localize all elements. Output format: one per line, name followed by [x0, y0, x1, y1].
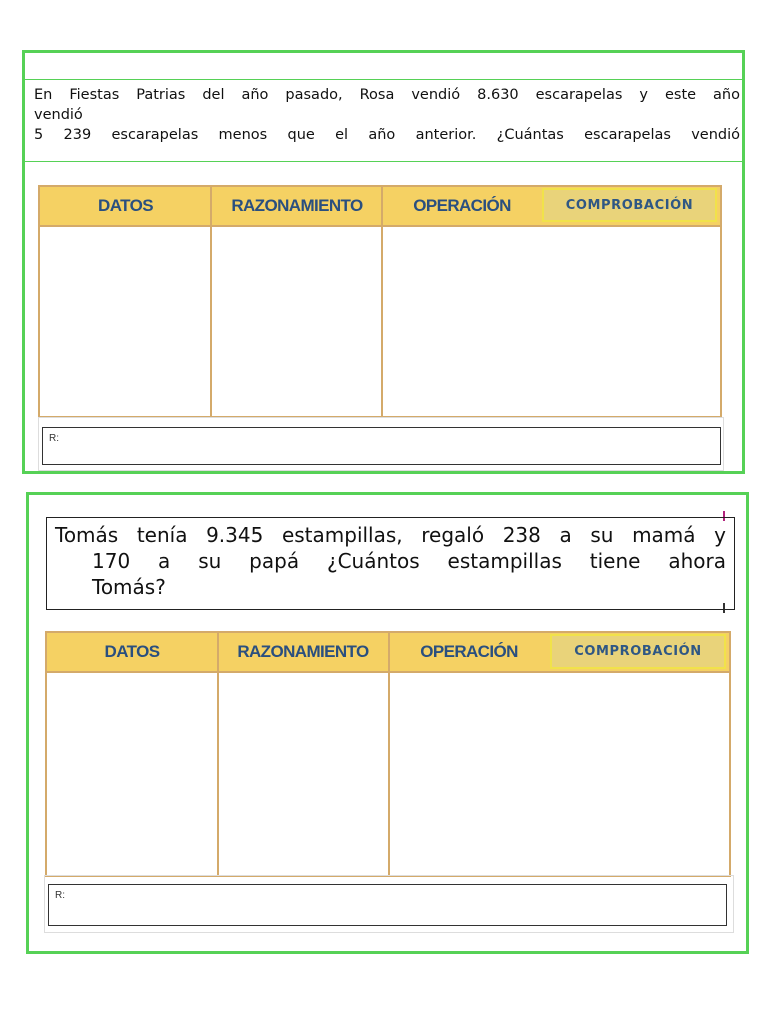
- problem-1-text: [34, 85, 740, 145]
- answer-label: R:: [49, 433, 59, 444]
- solution-table-1: [38, 185, 722, 418]
- answer-box-1[interactable]: [42, 427, 721, 465]
- problem-2-line-1: Tomás tenía 9.345 estampillas, regaló 238 a su mamá y: [55, 523, 726, 547]
- problem-card-2: [26, 492, 749, 954]
- header-datos: DATOS: [98, 196, 153, 215]
- header-comprobacion: COMPROBACIÓN: [542, 188, 717, 222]
- header-comprobacion: COMPROBACIÓN: [550, 634, 726, 669]
- column-divider: [217, 633, 219, 875]
- problem-2-line-3: Tomás?: [92, 575, 166, 599]
- column-divider: [388, 633, 390, 875]
- header-razonamiento: RAZONAMIENTO: [237, 642, 369, 661]
- answer-label: R:: [55, 890, 65, 901]
- header-operacion: OPERACIÓN: [420, 642, 518, 661]
- problem-1-line-2: vendió: [34, 107, 83, 123]
- divider: [25, 79, 742, 80]
- problem-card-1: [22, 50, 745, 474]
- problem-2-box: [46, 517, 735, 610]
- header-razonamiento: RAZONAMIENTO: [231, 196, 363, 215]
- divider: [25, 161, 742, 162]
- header-datos: DATOS: [104, 642, 160, 661]
- problem-2-line-2: 170 a su papá ¿Cuántos estampillas tiene ahora: [92, 549, 726, 573]
- answer-box-2[interactable]: [48, 884, 727, 926]
- column-divider: [381, 187, 383, 416]
- solution-table-2: [45, 631, 731, 877]
- problem-1-line-3: 5 239 escarapelas menos que el año anterior. ¿Cuántas escarapelas vendió: [34, 127, 740, 143]
- problem-1-line-1: En Fiestas Patrias del año pasado, Rosa vendió 8.630 escarapelas y este año: [34, 87, 740, 103]
- column-divider: [210, 187, 212, 416]
- header-operacion: OPERACIÓN: [413, 196, 511, 215]
